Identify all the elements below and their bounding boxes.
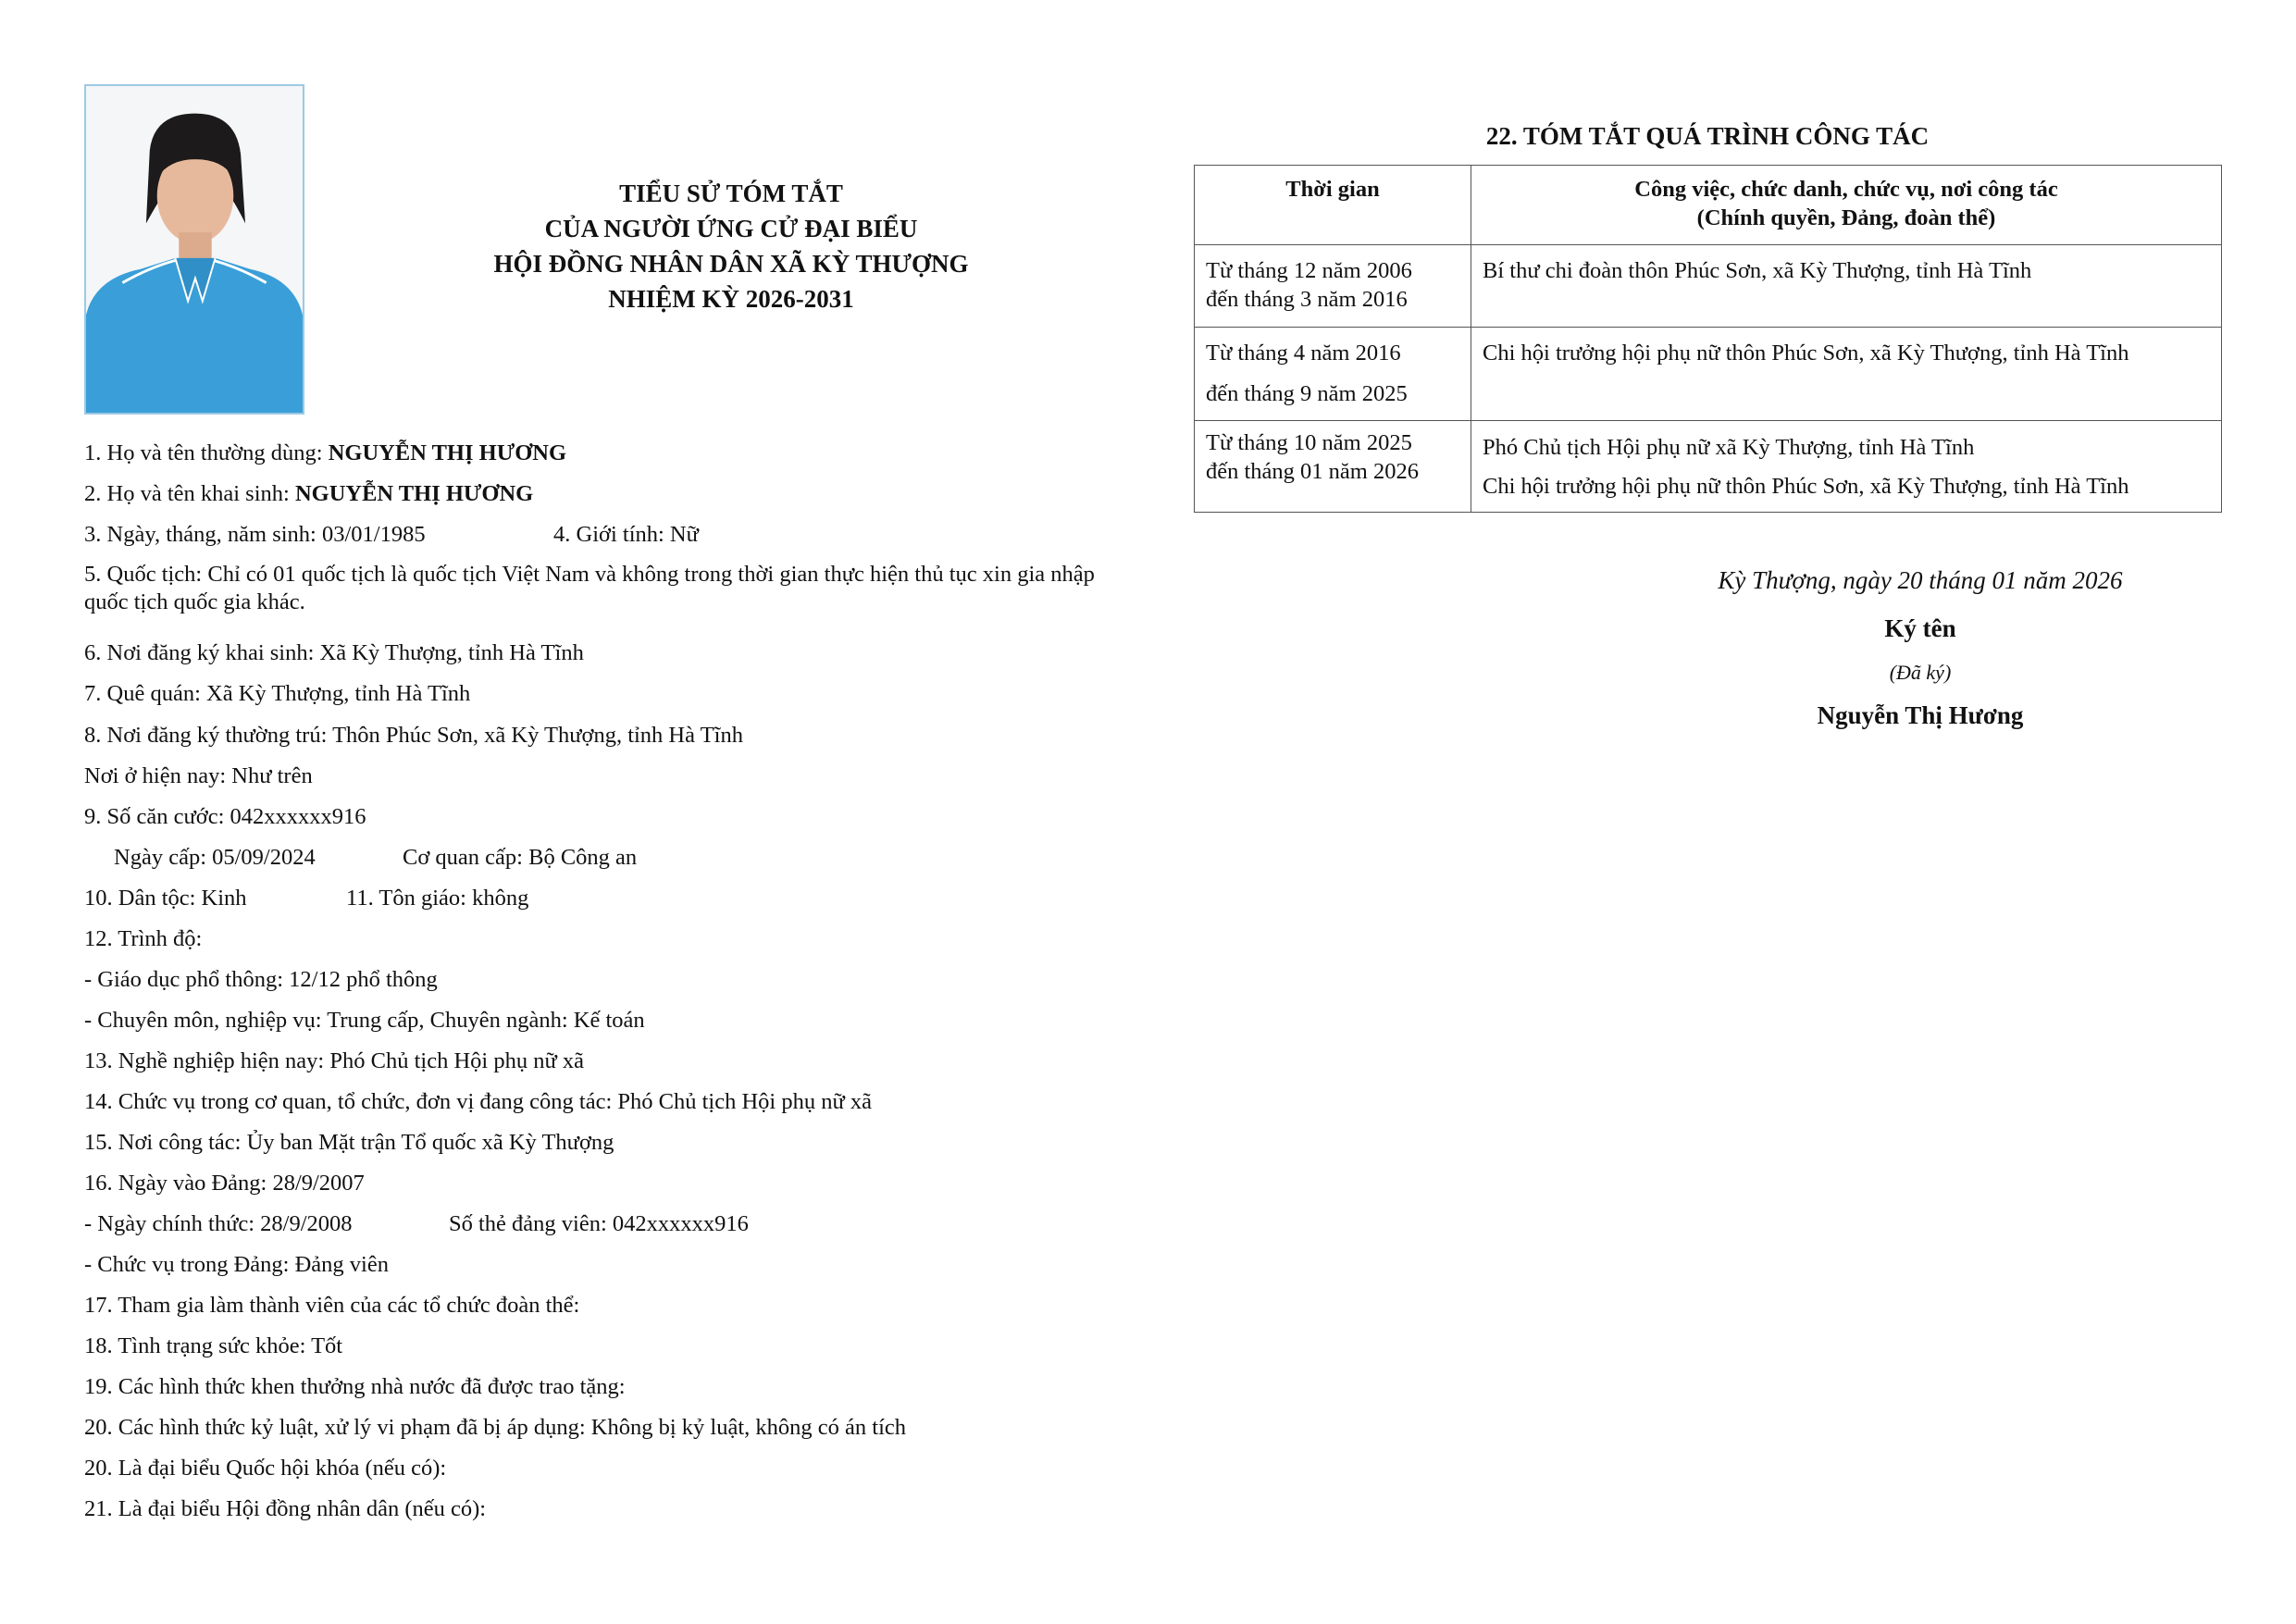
table-row [1195, 421, 2222, 513]
info-ethnicity: 10. Dân tộc: Kinh [84, 886, 247, 911]
table-row [1195, 245, 2222, 328]
table-row [1195, 328, 2222, 421]
common-name-label: 1. Họ và tên thường dùng: [84, 440, 329, 465]
title-line-3: HỘI ĐỒNG NHÂN DÂN XÃ KỲ THƯỢNG [493, 250, 969, 278]
info-gender: 4. Giới tính: Nữ [553, 522, 699, 547]
header-job-line1: Công việc, chức danh, chức vụ, nơi công tác [1634, 177, 2058, 202]
signature-date: Kỳ Thượng, ngày 20 tháng 01 năm 2026 [1718, 566, 2123, 594]
document-title [352, 176, 1111, 316]
job-line-2: Chi hội trưởng hội phụ nữ thôn Phúc Sơn, xã Kỳ Thượng, tỉnh Hà Tĩnh [1483, 474, 2129, 499]
info-party-join-date: 16. Ngày vào Đảng: 28/9/2007 [84, 1171, 365, 1196]
signature-note: (Đã ký) [1889, 661, 1952, 684]
info-education-heading: 12. Trình độ: [84, 926, 203, 951]
info-workplace: 15. Nơi công tác: Ủy ban Mặt trận Tổ quốc xã Kỳ Thượng [84, 1130, 614, 1155]
title-line-4: NHIỆM KỲ 2026-2031 [608, 285, 854, 313]
info-id-number: 9. Số căn cước: 042xxxxxx916 [84, 804, 366, 829]
info-party-card: Số thẻ đảng viên: 042xxxxxx916 [449, 1211, 749, 1236]
candidate-photo [84, 84, 304, 415]
info-birth-name [84, 481, 533, 507]
portrait-image [86, 86, 303, 413]
time-line-2: đến tháng 9 năm 2025 [1206, 381, 1408, 406]
header-time-label: Thời gian [1285, 177, 1380, 202]
info-general-education: - Giáo dục phổ thông: 12/12 phổ thông [84, 967, 438, 992]
header-job-line2: (Chính quyền, Đảng, đoàn thể) [1696, 205, 1996, 230]
work-history-table [1194, 165, 2222, 513]
row-job [1471, 245, 2222, 328]
job-line-1: Chi hội trưởng hội phụ nữ thôn Phúc Sơn, xã Kỳ Thượng, tỉnh Hà Tĩnh [1483, 341, 2129, 366]
info-discipline: 20. Các hình thức kỷ luật, xử lý vi phạm đã bị áp dụng: Không bị kỷ luật, không có án tích [84, 1415, 907, 1440]
info-health: 18. Tình trạng sức khỏe: Tốt [84, 1333, 343, 1358]
birth-name-label: 2. Họ và tên khai sinh: [84, 481, 295, 506]
info-awards: 19. Các hình thức khen thưởng nhà nước đã được trao tặng: [84, 1374, 626, 1399]
time-line-2: đến tháng 01 năm 2026 [1206, 459, 1419, 484]
work-history-title: 22. TÓM TẮT QUÁ TRÌNH CÔNG TÁC [1485, 122, 1930, 150]
info-organizations: 17. Tham gia làm thành viên của các tổ chức đoàn thể: [84, 1293, 580, 1318]
signer-name: Nguyễn Thị Hương [1817, 701, 2024, 729]
signature-label: Ký tên [1884, 614, 1956, 642]
row-time [1195, 421, 1471, 513]
info-dob: 3. Ngày, tháng, năm sinh: 03/01/1985 [84, 522, 426, 547]
job-line-1: Phó Chủ tịch Hội phụ nữ xã Kỳ Thượng, tỉnh Hà Tĩnh [1483, 435, 1975, 460]
info-birth-registration: 6. Nơi đăng ký khai sinh: Xã Kỳ Thượng, tỉnh Hà Tĩnh [84, 640, 584, 665]
time-line-2: đến tháng 3 năm 2016 [1206, 287, 1408, 312]
title-line-2: CỦA NGƯỜI ỨNG CỬ ĐẠI BIỂU [544, 215, 918, 242]
info-specialty: - Chuyên môn, nghiệp vụ: Trung cấp, Chuyên ngành: Kế toán [84, 1008, 645, 1033]
row-time [1195, 245, 1471, 328]
info-common-name [84, 440, 566, 466]
time-line-1: Từ tháng 10 năm 2025 [1206, 430, 1412, 455]
time-line-1: Từ tháng 12 năm 2006 [1206, 258, 1412, 283]
info-current-residence: Nơi ở hiện nay: Như trên [84, 763, 313, 788]
info-nationality: 5. Quốc tịch: Chỉ có 01 quốc tịch là quốc tịch Việt Nam và không trong thời gian thực hiện thủ tục xin gia nhập quốc tịch quốc gia khác. [84, 562, 1095, 614]
info-position: 14. Chức vụ trong cơ quan, tổ chức, đơn vị đang công tác: Phó Chủ tịch Hội phụ nữ xã [84, 1089, 872, 1114]
info-permanent-residence: 8. Nơi đăng ký thường trú: Thôn Phúc Sơn, xã Kỳ Thượng, tỉnh Hà Tĩnh [84, 723, 743, 748]
header-time [1195, 166, 1471, 245]
info-party-position: - Chức vụ trong Đảng: Đảng viên [84, 1252, 389, 1277]
info-hometown: 7. Quê quán: Xã Kỳ Thượng, tỉnh Hà Tĩnh [84, 681, 471, 706]
header-job [1471, 166, 2222, 245]
birth-name-value: NGUYỄN THỊ HƯƠNG [294, 481, 534, 506]
info-occupation: 13. Nghề nghiệp hiện nay: Phó Chủ tịch Hội phụ nữ xã [84, 1048, 584, 1073]
info-party-official-date: - Ngày chính thức: 28/9/2008 [84, 1211, 353, 1236]
job-line-1: Bí thư chi đoàn thôn Phúc Sơn, xã Kỳ Thượng, tỉnh Hà Tĩnh [1483, 258, 2032, 283]
info-religion: 11. Tôn giáo: không [346, 886, 529, 911]
title-line-1: TIỂU SỬ TÓM TẮT [619, 180, 843, 207]
info-issuing-authority: Cơ quan cấp: Bộ Công an [403, 845, 638, 870]
time-line-1: Từ tháng 4 năm 2016 [1206, 341, 1401, 366]
row-job [1471, 421, 2222, 513]
table-header-row [1195, 166, 2222, 245]
info-national-assembly: 20. Là đại biểu Quốc hội khóa (nếu có): [84, 1456, 447, 1481]
info-peoples-council: 21. Là đại biểu Hội đồng nhân dân (nếu có): [84, 1496, 487, 1521]
common-name-value: NGUYỄN THỊ HƯƠNG [328, 440, 567, 465]
row-time [1195, 328, 1471, 421]
row-job [1471, 328, 2222, 421]
info-issue-date: Ngày cấp: 05/09/2024 [114, 845, 316, 870]
